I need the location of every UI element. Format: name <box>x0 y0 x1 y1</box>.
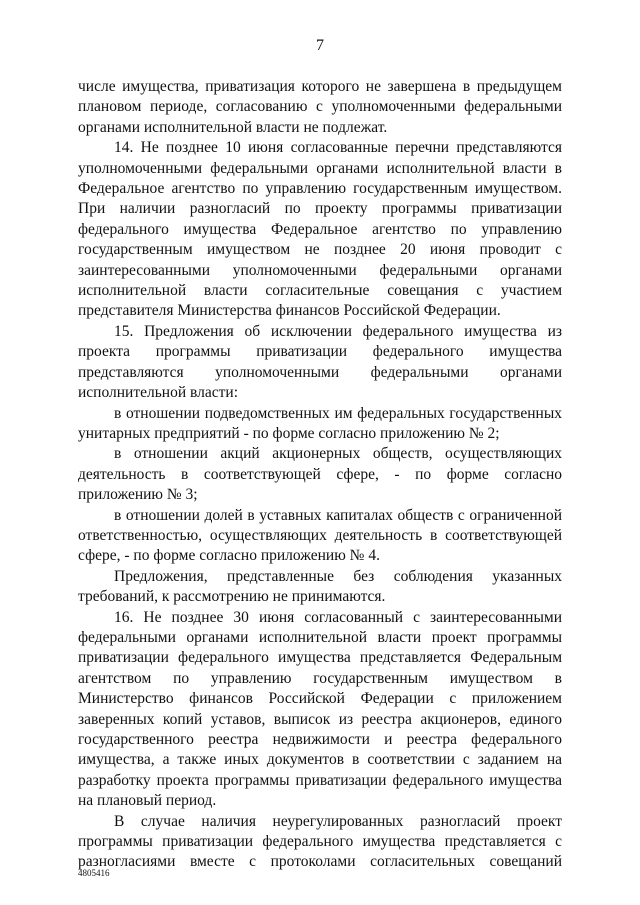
paragraph-clause-16: 16. Не позднее 30 июня согласованный с заинтересованными федеральными органами исполнительной власти проект программы приватизации федерального имущества представляется Федеральным агентством по управлению государственным имуществом в Министерство финансов Российской Федерации с приложением заверенных копий уставов, выписок из реестра акционеров, единого государственного реестра недвижимости и реестра федерального имущества, а также иных документов в соответствии с заданием на разработку проекта программы приватизации федерального имущества на плановый период. <box>78 608 562 810</box>
paragraph-item-stakes: в отношении долей в уставных капиталах обществ с ограниченной ответственностью, осуществляющих деятельность в соответствующей сфере, - по форме согласно приложению № 4. <box>78 506 562 565</box>
document-code: 4805416 <box>78 868 110 878</box>
page-number: 7 <box>316 37 324 54</box>
paragraph-clause-14: 14. Не позднее 10 июня согласованные перечни представляются уполномоченными федеральными органами исполнительной власти в Федеральное агентство по управлению государственным имуществом. При наличии разногласий по проекту программы приватизации федерального имущества Федеральное агентство по управлению государственным имуществом не позднее 20 июня проводит с заинтересованными уполномоченными федеральными органами исполнительной власти согласительные совещания с участием представителя Министерства финансов Российской Федерации. <box>78 139 562 320</box>
paragraph-item-enterprises: в отношении подведомственных им федеральных государственных унитарных предприятий - по форме согласно приложению № 2; <box>78 404 562 442</box>
paragraph-clause-15: 15. Предложения об исключении федерального имущества из проекта программы приватизации федерального имущества представляются уполномоченными федеральными органами исполнительной власти: <box>78 322 562 402</box>
paragraph-continuation: числе имущества, приватизация которого не завершена в предыдущем плановом периоде, согласованию с уполномоченными федеральными органами исполнительной власти не подлежат. <box>78 78 562 136</box>
paragraph-disagreements: В случае наличия неурегулированных разногласий проект программы приватизации федерального имущества представляется с разногласиями вместе с протоколами согласительных совещаний <box>78 812 562 871</box>
document-body <box>78 77 562 873</box>
paragraph-proposals-note: Предложения, представленные без соблюдения указанных требований, к рассмотрению не принимаются. <box>78 567 562 606</box>
paragraph-item-shares: в отношении акций акционерных обществ, осуществляющих деятельность в соответствующей сфере, - по форме согласно приложению № 3; <box>78 445 562 504</box>
